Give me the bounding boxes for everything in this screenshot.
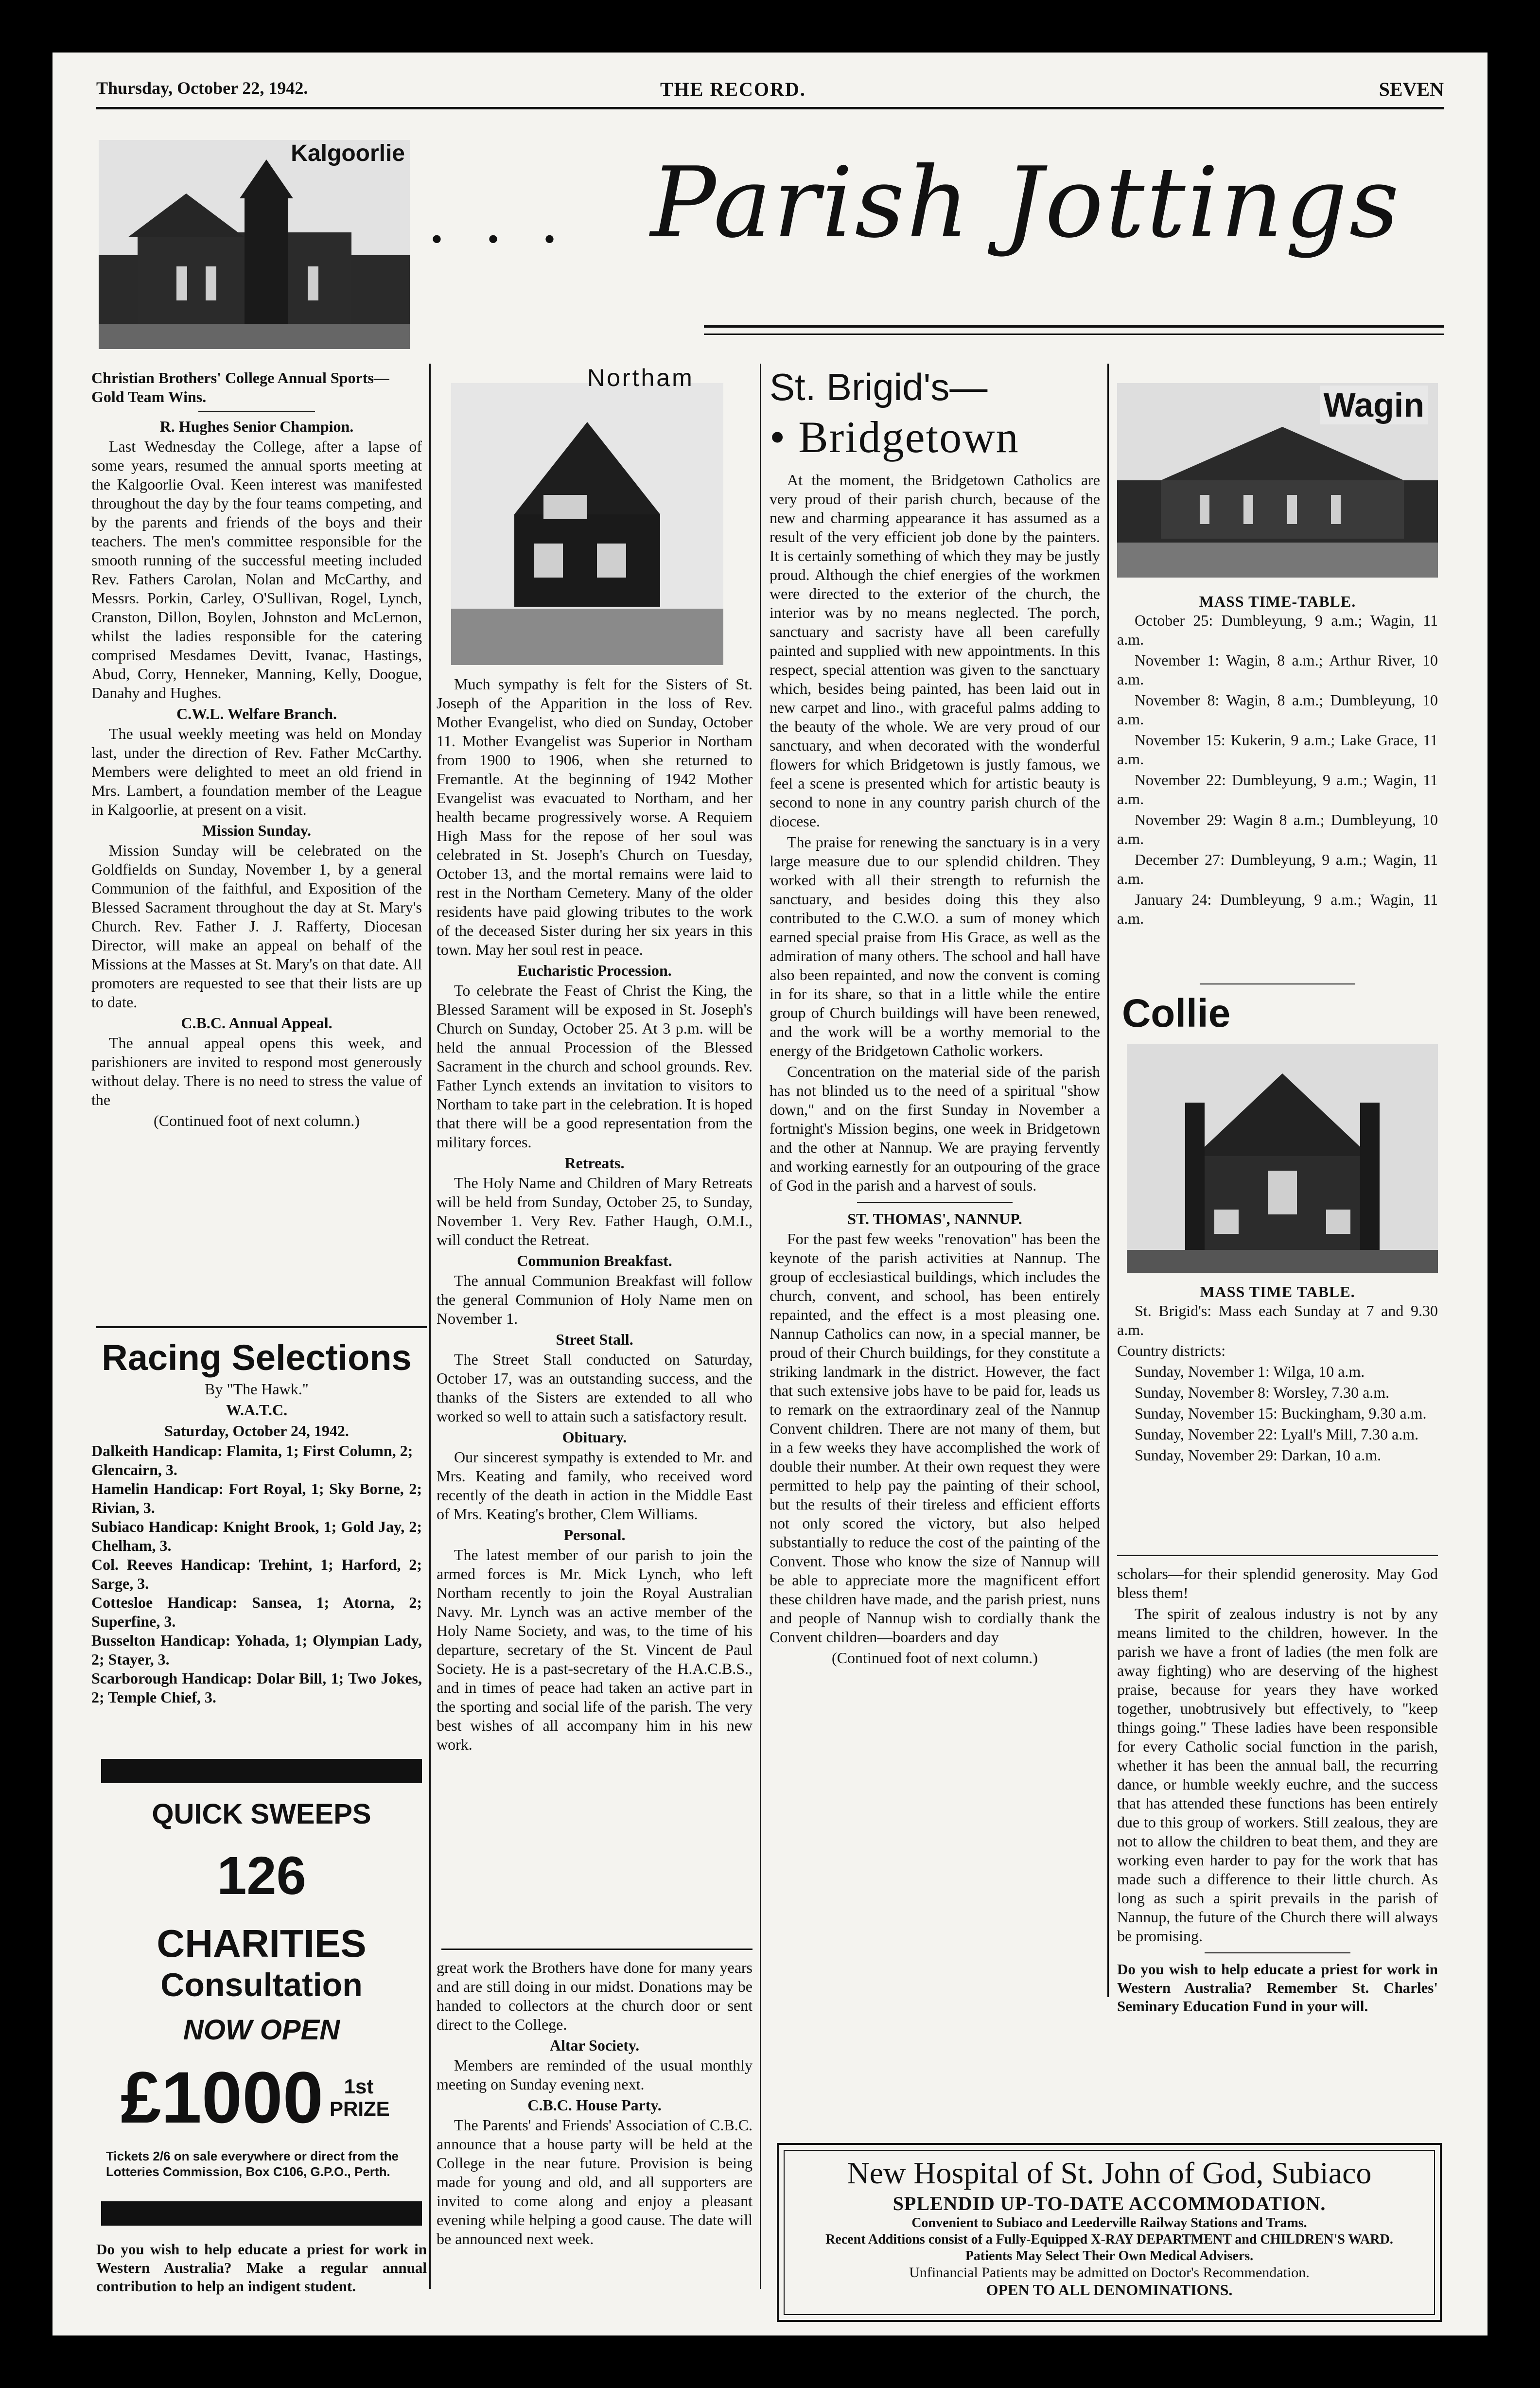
timetable-row: Sunday, November 15: Buckingham, 9.30 a.m. (1135, 1405, 1427, 1422)
subhead-nannup: ST. THOMAS', NANNUP. (847, 1210, 1022, 1228)
newspaper-page (52, 53, 1488, 2335)
subhead-hughes: R. Hughes Senior Champion. (159, 418, 354, 435)
ad-line: OPEN TO ALL DENOMINATIONS. (986, 2281, 1233, 2299)
subhead-altar-society: Altar Society. (549, 2037, 640, 2054)
sweeps-ad-top-bar (101, 1759, 422, 1783)
continued-note: (Continued foot of next column.) (154, 1112, 360, 1129)
ad-line: Unfinancial Patients may be admitted on Doctor's Recommendation. (909, 2265, 1310, 2281)
race-item: Scarborough Handicap: Dolar Bill, 1; Two Jokes, 2; Temple Chief, 3. (91, 1669, 422, 1706)
column-rule-3 (1107, 364, 1109, 1997)
paragraph: Much sympathy is felt for the Sisters of St. Joseph of the Apparition in the loss of Rev. Mother Evangelist, who died on Sunday, October 11. Mother Evangelist was Superior in Northam from 1900 to 1906, when she returned to Fremantle. At the beginning of 1942 Mother Evangelist was evacuated to Northam, and her health became progressively worse. A Requiem High Mass for the repose of her soul was celebrated in St. Joseph's Church on Tuesday, October 13, and the mortal remains were laid to rest in the Northam Cemetery. Many of the older residents have paid glowing tributes to the work of the deceased Sister during her six years in this town. May her soul rest in peace. (437, 675, 752, 958)
kalgoorlie-label: Kalgoorlie (291, 140, 405, 166)
paragraph: To celebrate the Feast of Christ the King, the Blessed Sarament will be exposed in St. Joseph's Church on Sunday, October 25. At 3 p.m. will be held the annual Procession of the Blessed Sacrament in the church and school grounds. Rev. Father Lynch extends an invitation to visitors to Northam to take part in the celebration. It is hoped that there will be a good representation from the military forces. (437, 982, 752, 1151)
ad-line: SPLENDID UP-TO-DATE ACCOMMODATION. (892, 2193, 1326, 2214)
paragraph: At the moment, the Bridgetown Catholics are very proud of their parish church, because of the new and charming appearance it has assumed as a result of the very efficient job done by the painters. It is certainly something of which they may be justly proud. Although the chief energies of the workmen were directed to the exterior of the church, the interior was by no means neglected. The porch, sanctuary and sacristy have all been carefully painted and supplied with new appointments. In this respect, special attention was given to the sanctuary which, besides being painted, has been laid out in new carpet and lino., with graceful palms adding to the beauty of the whole. We are very proud of our sanctuary, and when decorated with the wonderful flowers for which Bridgetown is justly famous, we feel a scene is presented which for artistic beauty is second to none in any country parish church of the diocese. (770, 471, 1100, 830)
ad-prize-label: 1st PRIZE (330, 2075, 390, 2120)
paper-name: THE RECORD. (660, 78, 806, 100)
timetable-row: October 25: Dumbleyung, 9 a.m.; Wagin, 11 a.m. (1117, 612, 1438, 648)
nannup-continued (1117, 1564, 1438, 2128)
race-item: Subiaco Handicap: Knight Brook, 1; Gold Jay, 2; Chelham, 3. (91, 1518, 422, 1554)
paragraph: The praise for renewing the sanctuary is in a very large measure due to our splendid children. They worked with all their strength to refurnish the sanctuary, and besides doing this they also contributed to the C.W.O. a sum of money which earned special praise from His Grace, as well as the admiration of many others. The school and hall have also been repainted, and now the convent is coming in for its share, so that in a little while the entire group of Church buildings will have been renewed, and the work will be a worthy memorial to the energy of the Bridgetown Catholic workers. (770, 833, 1100, 1059)
subhead-eucharistic: Eucharistic Procession. (517, 962, 672, 979)
paragraph: Concentration on the material side of the parish has not blinded us to the need of a spiritual "show down," and on the first Sunday in November a fortnight's Mission begins, one week in Bridgetown and the other at Nannup. We are praying fervently and working earnestly for an outpouring of the grace of God in the parish and a harvest of souls. (770, 1063, 1100, 1194)
timetable-row: Sunday, November 8: Worsley, 7.30 a.m. (1135, 1384, 1390, 1401)
kalgoorlie-continued (437, 1958, 752, 2323)
wagin-label: Wagin (1320, 386, 1428, 424)
race-item: Col. Reeves Handicap: Trehint, 1; Harford, 2; Sarge, 3. (91, 1556, 422, 1592)
bridgetown-title-2: • Bridgetown (770, 412, 1019, 462)
subhead-street-stall: Street Stall. (556, 1331, 633, 1348)
subhead-communion: Communion Breakfast. (517, 1252, 672, 1269)
wagin-church-photo (1117, 383, 1438, 578)
paragraph: The spirit of zealous industry is not by any means limited to the children, however. In the parish we have a front of ladies (the men folk are away fighting) who are deserving of the highest praise, because for years they have worked together, unobtrusively but effectively, to "keep things going." These ladies have been responsible for every Catholic social function in the parish, whether it has been the annual ball, the recurring dance, or humble weekly euchre, and the success that has attended these functions has been entirely due to this group of workers. Still zealous, they are not to allow the children to beat them, and they are working even harder to pay for the work that has made such a difference to their little church. As long as such a spirit prevails in the parish of Nannup, the future of the Church there will always be promising. (1117, 1605, 1438, 1945)
kalgoorlie-church-photo (99, 140, 410, 349)
racing-club: W.A.T.C. (226, 1401, 288, 1419)
parish-jottings-title: Parish Jottings (650, 146, 1401, 260)
collie-church-photo (1127, 1044, 1438, 1273)
timetable-row: November 1: Wagin, 8 a.m.; Arthur River, 10 a.m. (1117, 651, 1438, 688)
hospital-title: New Hospital of St. John of God, Subiaco (847, 2156, 1372, 2190)
paragraph: The latest member of our parish to join the armed forces is Mr. Mick Lynch, who left Northam recently to join the Royal Australian Navy. Mr. Lynch was an active member of the Holy Name Society, and was, to the time of his departure, secretary of the St. Vincent de Paul Society. He is a past-secretary of the H.A.C.B.S., and in times of peace had taken an active part in the sporting and social life of the parish. The very best wishes of all accompany him in his new work. (437, 1546, 752, 1753)
banner-rule-2 (704, 334, 1444, 335)
ad-tickets: Tickets 2/6 on sale everywhere or direct from the Lotteries Commission, Box C106, G.P.O., Perth. (106, 2149, 399, 2179)
column-rule-1 (429, 364, 431, 2289)
issue-date: Thursday, October 22, 1942. (96, 78, 308, 98)
paragraph: The annual Communion Breakfast will follow the general Communion of Holy Name men on November 1. (437, 1272, 752, 1327)
hospital-ad (777, 2143, 1442, 2322)
page-header (96, 72, 1444, 106)
banner-dots: • • • (432, 223, 575, 255)
ad-line: QUICK SWEEPS (152, 1798, 371, 1830)
timetable-row: November 15: Kukerin, 9 a.m.; Lake Grace, 11 a.m. (1117, 731, 1438, 768)
paragraph: scholars—for their splendid generosity. May God bless them! (1117, 1565, 1438, 1601)
timetable-row: Sunday, November 1: Wilga, 10 a.m. (1135, 1363, 1365, 1380)
collie-timetable-title: MASS TIME TABLE. (1200, 1283, 1355, 1300)
ad-prize: £1000 (121, 2056, 324, 2138)
timetable-row: Country districts: (1117, 1342, 1226, 1359)
paragraph: Our sincerest sympathy is extended to Mr. and Mrs. Keating and family, who received word recently of the death in action in the Middle East of Mrs. Keating's brother, Clem Williams. (437, 1448, 752, 1523)
paragraph: The Street Stall conducted on Saturday, October 17, was an outstanding success, and the thanks of the Sisters are extended to all who worked so well to attain such a satisfactory result. (437, 1351, 752, 1425)
racing-title: Racing Selections (102, 1337, 412, 1378)
paragraph: Members are reminded of the usual monthly meeting on Sunday evening next. (437, 2056, 752, 2093)
kalgoorlie-article (91, 369, 422, 1317)
sweeps-ad-bottom-bar (101, 2201, 422, 2226)
collie-label: Collie (1122, 991, 1231, 1036)
paragraph: Mission Sunday will be celebrated on the Goldfields on Sunday, November 1, by a general Communion of the faithful, and Exposition of the Blessed Sacrament throughout the day at St. Mary's Church. Rev. Father J. J. Rafferty, Diocesan Director, will make an appeal on behalf of the Missions at the Masses at St. Mary's on that date. All promoters are requested to see that their lists are up to date. (91, 842, 422, 1011)
col1-footer-appeal: Do you wish to help educate a priest for work in Western Australia? Make a regular annual contribution to help an indigent student. (96, 2241, 427, 2295)
ad-line: Patients May Select Their Own Medical Advisers. (965, 2248, 1254, 2264)
column-rule-2 (760, 364, 761, 2289)
paragraph: The Holy Name and Children of Mary Retreats will be held from Sunday, October 25, to Sunday, November 1. Very Rev. Father Haugh, O.M.I., will conduct the Retreat. (437, 1174, 752, 1248)
wagin-mass-timetable (1117, 592, 1438, 981)
subhead-house-party: C.B.C. House Party. (527, 2096, 662, 2114)
paragraph: The annual appeal opens this week, and parishioners are invited to respond most generously without delay. There is no need to stress the value of the (91, 1034, 422, 1108)
northam-church-photo (451, 383, 723, 665)
timetable-row: December 27: Dumbleyung, 9 a.m.; Wagin, 11 a.m. (1117, 851, 1438, 887)
race-item: Busselton Handicap: Yohada, 1; Olympian Lady, 2; Stayer, 3. (91, 1632, 422, 1668)
timetable-row: January 24: Dumbleyung, 9 a.m.; Wagin, 11 a.m. (1117, 891, 1438, 927)
subhead-cbc-appeal: C.B.C. Annual Appeal. (181, 1014, 332, 1032)
timetable-row: November 29: Wagin 8 a.m.; Dumbleyung, 10 a.m. (1117, 811, 1438, 847)
racing-byline: By "The Hawk." (205, 1380, 309, 1398)
subhead-obituary: Obituary. (562, 1428, 627, 1446)
race-item: Hamelin Handicap: Fort Royal, 1; Sky Borne, 2; Rivian, 3. (91, 1480, 422, 1516)
page-number: SEVEN (1379, 78, 1444, 100)
continued-note: (Continued foot of next column.) (832, 1649, 1038, 1667)
header-rule (96, 107, 1444, 109)
paragraph: For the past few weeks "renovation" has been the keynote of the parish activities at Nannup. The group of ecclesiastical buildings, which includes the church, convent, and school, has been entirely repainted, and the effect is a most pleasing one. Nannup Catholics can now, in a special manner, be proud of their Church buildings, for they constitute a striking landmark in the district. However, the fact that such extensive jobs have to be paid for, leads us to remark on the extraordinary zeal of the Nannup Convent children. There are not many of them, but in a few weeks they have accomplished the work of double their number. At their own request they were permitted to help pay the painting of their school, but the results of their tireless and efficient efforts not only scored the victory, but also helped substantially to reduce the cost of the painting of the Convent. Those who know the size of Nannup will be able to appreciate more the magnificent effort these children have made, and the parish priest, nuns and people of Nannup wish to cordially thank the Convent children—boarders and day (770, 1230, 1100, 1646)
kalgoorlie-headline: Christian Brothers' College Annual Sports—Gold Team Wins. (91, 369, 389, 405)
ad-line: NOW OPEN (183, 2014, 340, 2046)
paragraph: The Parents' and Friends' Association of C.B.C. announce that a house party will be held at the College in the near future. Provision is being made for young and old, and all supporters are invited to come along and enjoy a pleasant evening while helping a good cause. The date will be announced next week. (437, 2116, 752, 2248)
quick-sweeps-ad (101, 1788, 422, 2235)
racing-selections (91, 1336, 422, 1735)
collie-mass-timetable (1117, 1282, 1438, 1555)
paragraph: The usual weekly meeting was held on Monday last, under the direction of Rev. Father McCarthy. Members were delighted to meet an old friend in Mrs. Lambert, a foundation member of the League in Kalgoorlie, at present on a visit. (91, 725, 422, 818)
timetable-row: November 22: Dumbleyung, 9 a.m.; Wagin, 11 a.m. (1117, 771, 1438, 808)
timetable-row: November 8: Wagin, 8 a.m.; Dumbleyung, 10 a.m. (1117, 691, 1438, 728)
northam-label: Northam (587, 364, 694, 391)
subhead-personal: Personal. (563, 1526, 626, 1544)
col4-footer-appeal: Do you wish to help educate a priest for work in Western Australia? Remember St. Charles' Seminary Education Fund in your will. (1117, 1961, 1438, 2015)
ad-line: Convenient to Subiaco and Leederville Railway Stations and Trams. (911, 2215, 1307, 2230)
racing-date: Saturday, October 24, 1942. (164, 1422, 349, 1440)
timetable-row: Sunday, November 22: Lyall's Mill, 7.30 a.m. (1135, 1425, 1419, 1443)
bridgetown-article (770, 364, 1100, 1851)
ad-line: CHARITIES (157, 1922, 367, 1965)
wagin-timetable-title: MASS TIME-TABLE. (1199, 593, 1356, 610)
subhead-retreats: Retreats. (564, 1154, 625, 1172)
paragraph: great work the Brothers have done for many years and are still doing in our midst. Donations may be handed to collectors at the church door or sent direct to the College. (437, 1959, 752, 2033)
subhead-cwl: C.W.L. Welfare Branch. (176, 705, 337, 722)
timetable-row: St. Brigid's: Mass each Sunday at 7 and 9.30 a.m. (1117, 1302, 1438, 1338)
race-item: Dalkeith Handicap: Flamita, 1; First Column, 2; Glencairn, 3. (91, 1442, 413, 1478)
paragraph: Last Wednesday the College, after a lapse of some years, resumed the annual sports meeting at the Kalgoorlie Oval. Keen interest was manifested throughout the day by the four teams competing, and by the parents and friends of the boys and their teachers. The men's committee responsible for the smooth running of the successful meeting included Rev. Fathers Carolan, Nolan and McCarthy, and Messrs. Porkin, Carley, O'Sullivan, Rogel, Lynch, Cranston, Dillon, Boylen, Johnston and McLernon, whilst the ladies responsible for the catering comprised Mesdames Devitt, Ivanac, Hastings, Abud, Corry, Henneker, Manning, Kelly, Doogue, Danahy and Hughes. (91, 438, 422, 702)
ad-number: 126 (217, 1846, 306, 1906)
race-item: Cottesloe Handicap: Sansea, 1; Atorna, 2; Superfine, 3. (91, 1594, 422, 1630)
northam-article (437, 675, 752, 1934)
banner-rule-1 (704, 325, 1444, 328)
timetable-row: Sunday, November 29: Darkan, 10 a.m. (1135, 1446, 1382, 1464)
subhead-mission-sunday: Mission Sunday. (202, 822, 312, 839)
ad-line: Consultation (160, 1967, 363, 2003)
ad-line: Recent Additions consist of a Fully-Equipped X-RAY DEPARTMENT and CHILDREN'S WARD. (825, 2232, 1393, 2247)
bridgetown-title-1: St. Brigid's— (770, 366, 988, 408)
